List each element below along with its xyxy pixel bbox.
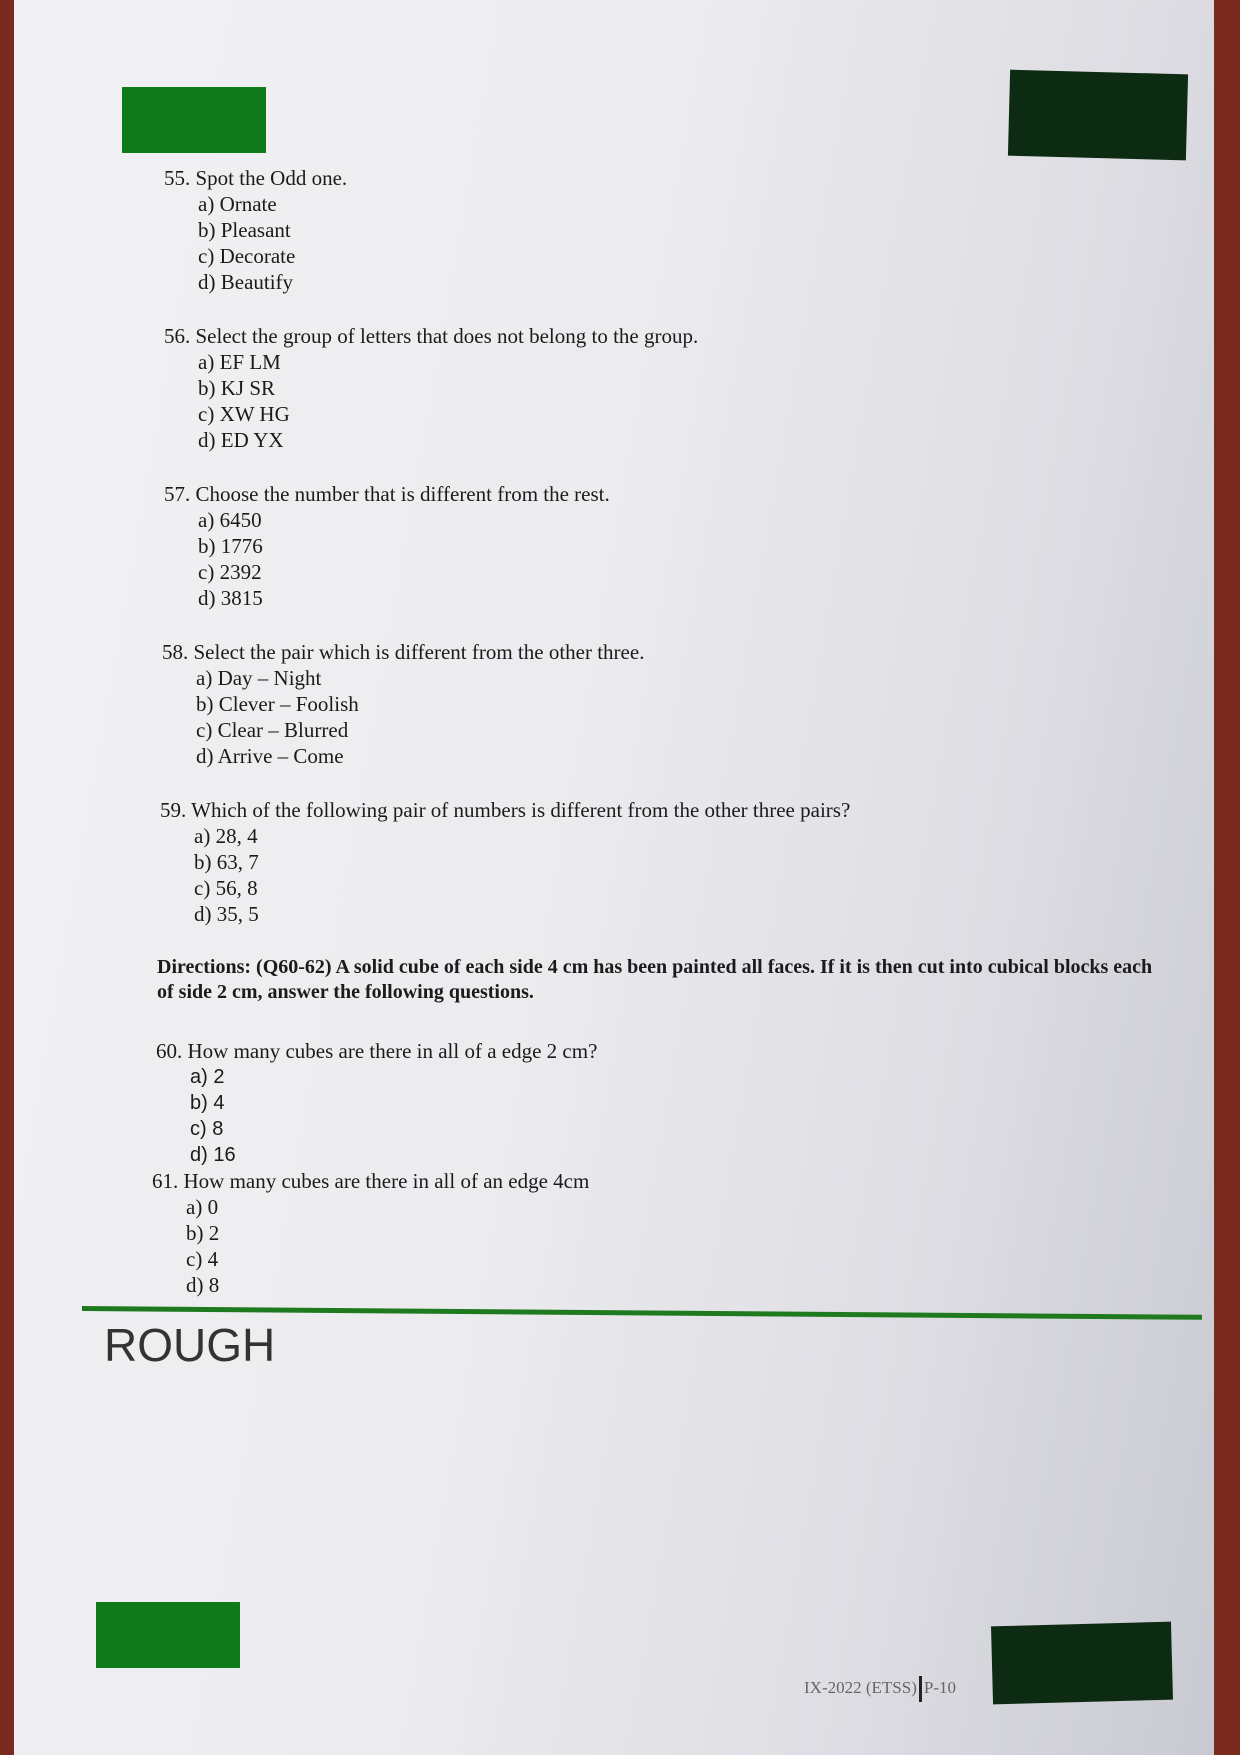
option-b: b) Pleasant	[198, 218, 291, 242]
option-d: d) 16	[190, 1144, 236, 1166]
option-b: b) 4	[190, 1092, 225, 1114]
question-stem: 61. How many cubes are there in all of an edge 4cm	[152, 1169, 590, 1193]
option-d: d) Arrive – Come	[196, 744, 344, 768]
footer-page-number: P-10	[923, 1677, 956, 1697]
option-b: b) KJ SR	[198, 376, 276, 400]
question-56	[164, 323, 698, 453]
option-b: b) Clever – Foolish	[196, 692, 359, 716]
bottom-left-green-block	[96, 1602, 240, 1668]
question-55	[164, 165, 347, 295]
question-stem: 55. Spot the Odd one.	[164, 166, 348, 190]
option-c: c) 56, 8	[194, 876, 258, 900]
option-d: d) 35, 5	[194, 902, 259, 926]
option-b: b) 2	[186, 1221, 220, 1245]
option-a: a) 6450	[198, 508, 262, 532]
option-b: b) 1776	[198, 534, 263, 558]
option-a: a) Ornate	[198, 192, 277, 216]
option-c: c) 4	[186, 1247, 219, 1271]
option-d: d) ED YX	[198, 428, 284, 452]
option-c: c) 2392	[198, 560, 262, 584]
option-c: c) XW HG	[198, 402, 290, 426]
top-right-dark-block	[1008, 70, 1188, 161]
top-left-green-block	[122, 87, 266, 153]
rough-work-label: ROUGH	[104, 1319, 276, 1371]
option-d: d) 8	[186, 1273, 220, 1297]
option-b: b) 63, 7	[194, 850, 259, 874]
question-57	[164, 481, 610, 611]
option-d: d) 3815	[198, 586, 263, 610]
question-60	[156, 1038, 597, 1168]
question-stem: 60. How many cubes are there in all of a edge 2 cm?	[156, 1039, 598, 1063]
question-61	[152, 1168, 589, 1298]
bottom-right-dark-block	[991, 1622, 1173, 1705]
option-a: a) 2	[190, 1066, 225, 1088]
question-stem: 56. Select the group of letters that does not belong to the group.	[164, 324, 699, 348]
option-d: d) Beautify	[198, 270, 294, 294]
question-stem: 57. Choose the number that is different from the rest.	[164, 482, 610, 506]
option-c: c) Clear – Blurred	[196, 718, 349, 742]
option-a: a) EF LM	[198, 350, 281, 374]
option-c: c) Decorate	[198, 244, 296, 268]
footer-paper-code: IX-2022 (ETSS)	[804, 1677, 917, 1697]
option-a: a) Day – Night	[196, 666, 322, 690]
question-stem: 59. Which of the following pair of numbers is different from the other three pairs?	[160, 798, 851, 822]
footer-separator	[919, 1676, 922, 1702]
question-stem: 58. Select the pair which is different from the other three.	[162, 640, 645, 664]
exam-page	[14, 0, 1214, 1755]
question-58	[162, 639, 644, 769]
footer-page-code	[804, 1676, 956, 1702]
option-a: a) 0	[186, 1195, 219, 1219]
option-a: a) 28, 4	[194, 824, 258, 848]
question-59	[160, 797, 850, 927]
option-c: c) 8	[190, 1118, 224, 1140]
directions-text: Directions: (Q60-62) A solid cube of each side 4 cm has been painted all faces. If it is then cut into cubical blocks each of side 2 cm, answer the following questions.	[157, 956, 1153, 1003]
